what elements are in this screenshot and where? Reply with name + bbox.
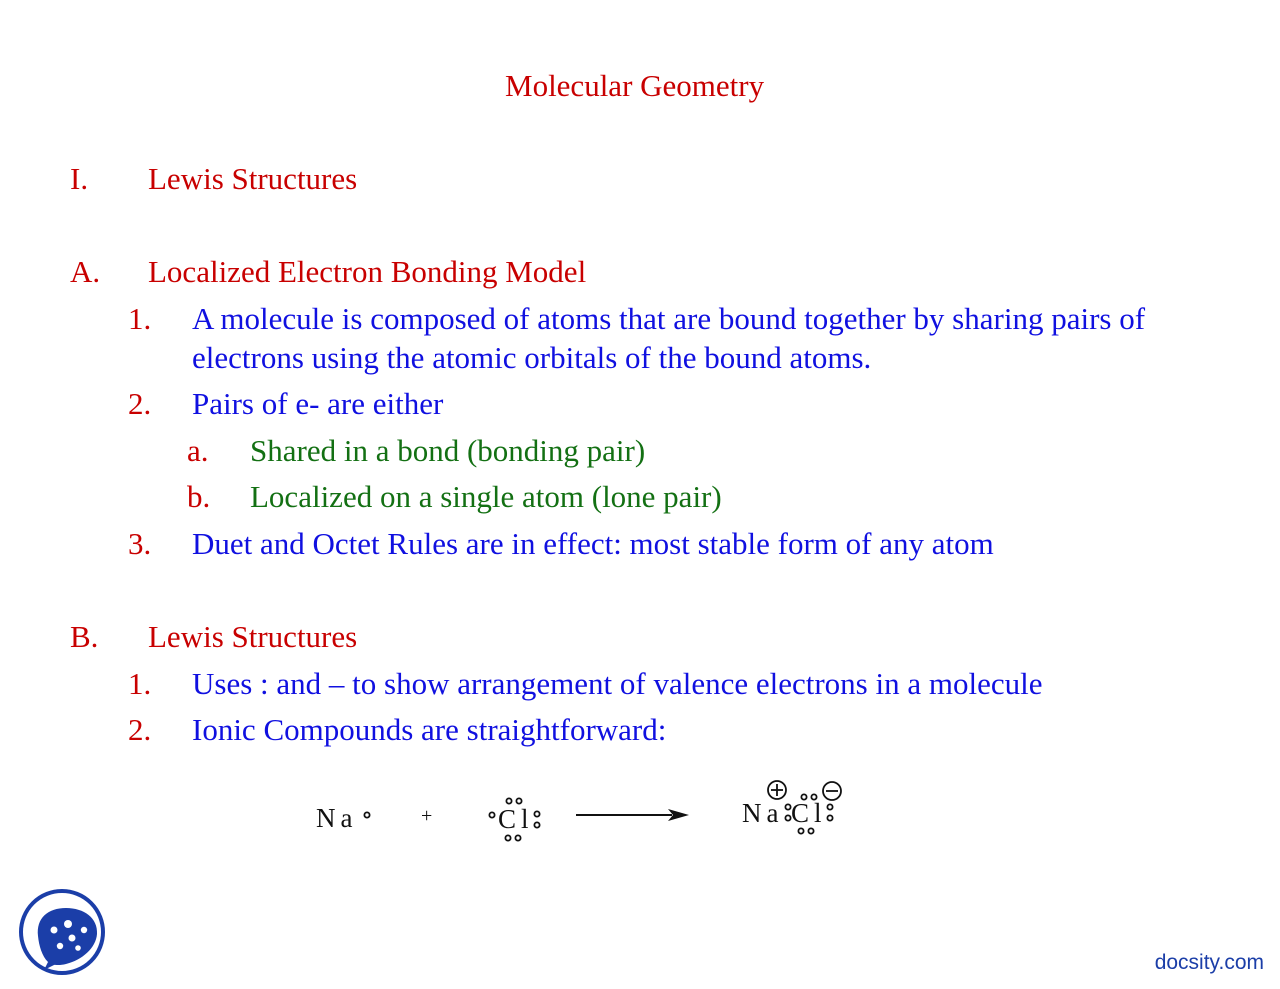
item-text-a2: Pairs of e- are either: [192, 386, 444, 421]
positive-charge-icon: [768, 781, 786, 799]
page-title: Molecular Geometry: [505, 68, 765, 103]
section-heading-localized: Localized Electron Bonding Model: [148, 254, 587, 289]
item-text-b2: Ionic Compounds are straightforward:: [192, 712, 667, 747]
item-marker-a2: 2.: [128, 386, 152, 421]
negative-charge-icon: [823, 782, 841, 800]
reaction-arrow: [576, 809, 689, 821]
plus-sign: +: [421, 805, 433, 827]
brand-name: docsity.com: [1154, 951, 1264, 974]
item-text-a1-line1: A molecule is composed of atoms that are bound together by sharing pairs of: [192, 301, 1146, 336]
item-text-a3: Duet and Octet Rules are in effect: most stable form of any atom: [192, 526, 994, 561]
item-marker-a3: 3.: [128, 526, 152, 561]
item-marker-a1: 1.: [128, 301, 152, 336]
electron-dots: [364, 794, 832, 840]
subitem-marker-a: a.: [187, 433, 209, 468]
item-text-a1-line2: electrons using the atomic orbitals of the bound atoms.: [192, 340, 872, 375]
reactant-chlorine: Cl: [498, 804, 534, 834]
subitem-text-b: Localized on a single atom (lone pair): [250, 479, 722, 514]
docsity-logo-icon: [18, 888, 108, 978]
section-heading-lewis: Lewis Structures: [148, 161, 358, 196]
item-marker-b1: 1.: [128, 666, 152, 701]
section-marker-b: B.: [70, 619, 99, 654]
product-sodium-ion: Na: [742, 798, 784, 828]
section-heading-lewis-structures: Lewis Structures: [148, 619, 358, 654]
subitem-marker-b: b.: [187, 479, 211, 514]
section-marker-a: A.: [70, 254, 101, 289]
item-marker-b2: 2.: [128, 712, 152, 747]
item-text-b1: Uses : and – to show arrangement of valence electrons in a molecule: [192, 666, 1043, 701]
subitem-text-a: Shared in a bond (bonding pair): [250, 433, 646, 468]
reactant-sodium: Na: [316, 803, 358, 833]
section-marker-i: I.: [70, 161, 89, 196]
product-chloride-ion: Cl: [791, 798, 827, 828]
